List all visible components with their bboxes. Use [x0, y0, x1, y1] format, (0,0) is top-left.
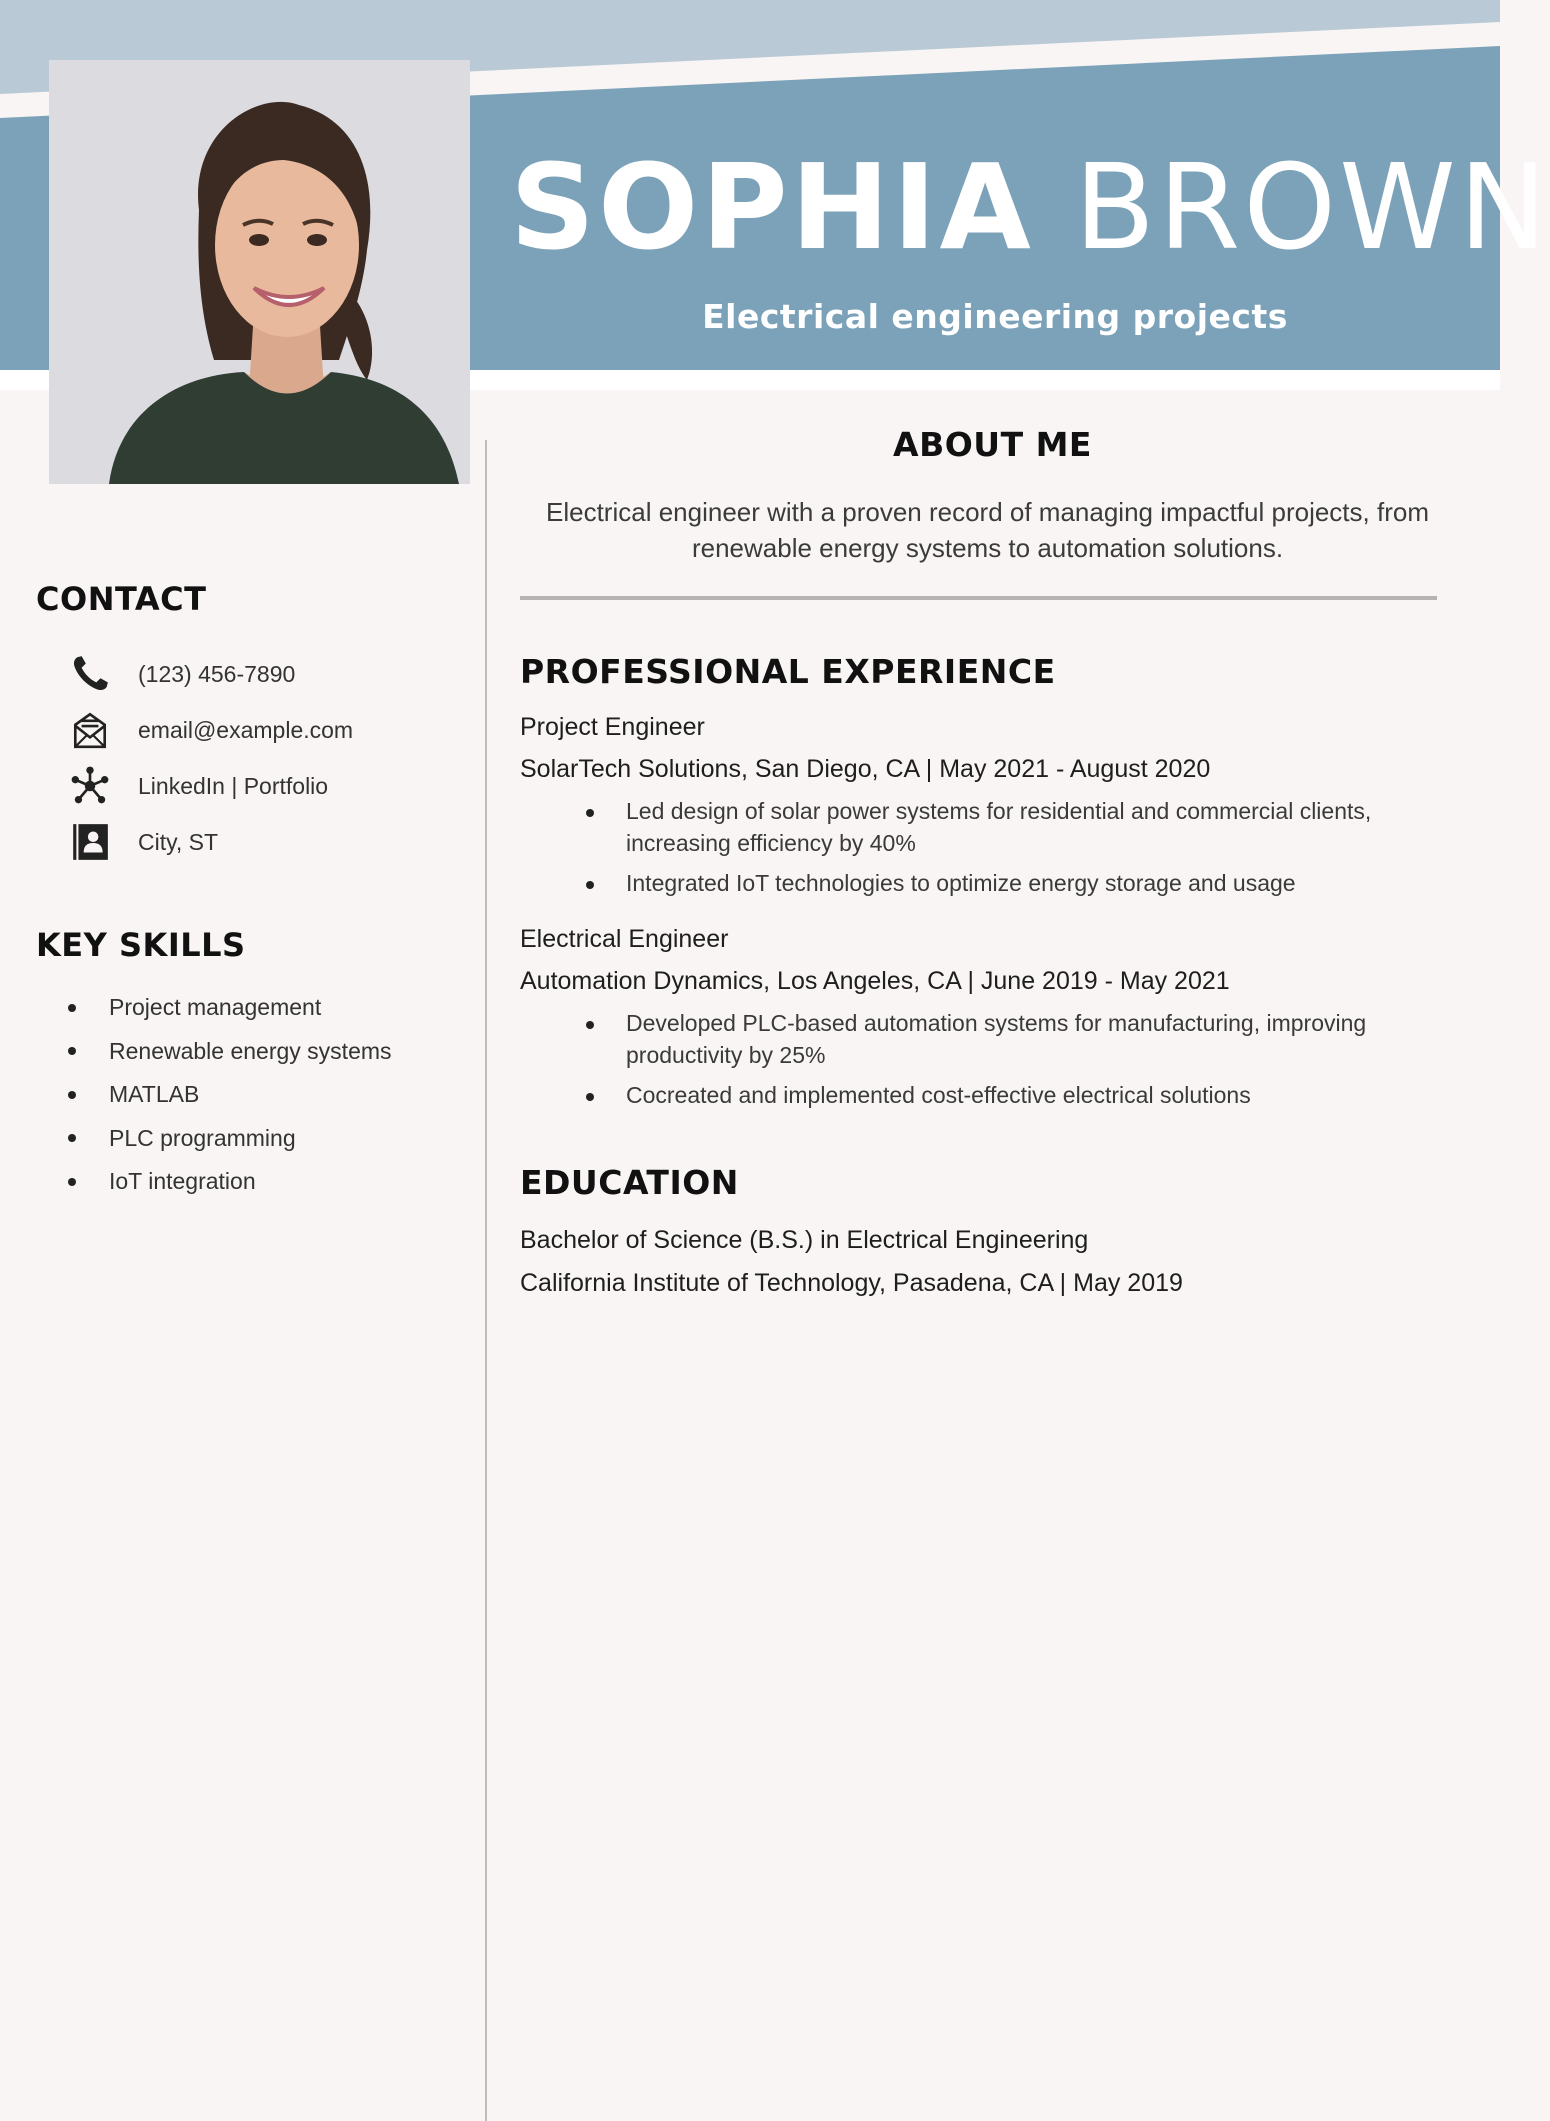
right-column [520, 425, 1455, 1301]
skill-item: MATLAB [36, 1073, 466, 1117]
bullet-icon [586, 881, 594, 889]
job-role: Project Engineer [520, 713, 705, 741]
skill-item: Project management [36, 986, 466, 1030]
skills-title: KEY SKILLS [36, 926, 246, 964]
job-bullet: Developed PLC-based automation systems for manufacturing, improving productivity by 25% [520, 1007, 1455, 1071]
job-bullets [520, 795, 1455, 899]
skill-item: IoT integration [36, 1160, 466, 1204]
job-meta: Automation Dynamics, Los Angeles, CA | June 2019 - May 2021 [520, 967, 1230, 995]
job-bullet: Cocreated and implemented cost-effective electrical solutions [520, 1079, 1455, 1111]
job-entry [520, 921, 1455, 1111]
about-title: ABOUT ME [893, 425, 1092, 464]
last-name: BROWN [1074, 138, 1550, 276]
education-degree: Bachelor of Science (B.S.) in Electrical Engineering [520, 1226, 1089, 1254]
portrait-illustration [49, 60, 470, 484]
email-icon [64, 708, 116, 752]
links-text[interactable]: LinkedIn | Portfolio [138, 772, 329, 799]
phone-text[interactable]: (123) 456-7890 [138, 660, 296, 687]
bullet-icon [586, 809, 594, 817]
about-text: Electrical engineer with a proven record of managing impactful projects, from renewable energy systems to automation solutions. [546, 497, 1429, 563]
skill-item: Renewable energy systems [36, 1030, 466, 1074]
education-school: California Institute of Technology, Pasadena, CA | May 2019 [520, 1269, 1183, 1297]
bullet-icon [68, 1134, 76, 1142]
experience-title: PROFESSIONAL EXPERIENCE [520, 652, 1056, 691]
network-icon [64, 764, 116, 808]
location-text: City, ST [138, 828, 219, 855]
phone-icon [64, 652, 116, 696]
skill-item: PLC programming [36, 1117, 466, 1161]
job-entry [520, 709, 1455, 899]
column-divider [485, 440, 487, 2121]
contact-item-location [36, 814, 466, 870]
bullet-icon [586, 1093, 594, 1101]
bullet-icon [68, 1004, 76, 1012]
email-text[interactable]: email@example.com [138, 716, 354, 743]
contact-title: CONTACT [36, 580, 207, 618]
bullet-icon [68, 1047, 76, 1055]
job-meta: SolarTech Solutions, San Diego, CA | May 2021 - August 2020 [520, 755, 1211, 783]
tagline: Electrical engineering projects [702, 297, 1288, 336]
bullet-icon [586, 1021, 594, 1029]
education-title: EDUCATION [520, 1163, 739, 1202]
contact-item-links [36, 758, 466, 814]
contact-item-email [36, 702, 466, 758]
job-role: Electrical Engineer [520, 925, 729, 953]
contact-list [36, 646, 466, 870]
profile-photo [49, 60, 470, 484]
contact-item-phone [36, 646, 466, 702]
skills-list [36, 986, 466, 1204]
job-bullets [520, 1007, 1455, 1111]
section-divider [520, 596, 1437, 600]
bullet-icon [68, 1091, 76, 1099]
contact-card-icon [64, 820, 116, 864]
job-bullet: Led design of solar power systems for residential and commercial clients, increasing efficiency by 40% [520, 795, 1455, 859]
left-column [36, 580, 466, 1204]
first-name: SOPHIA [510, 138, 1034, 276]
job-bullet: Integrated IoT technologies to optimize energy storage and usage [520, 867, 1455, 899]
candidate-name [510, 138, 1550, 276]
bullet-icon [68, 1178, 76, 1186]
